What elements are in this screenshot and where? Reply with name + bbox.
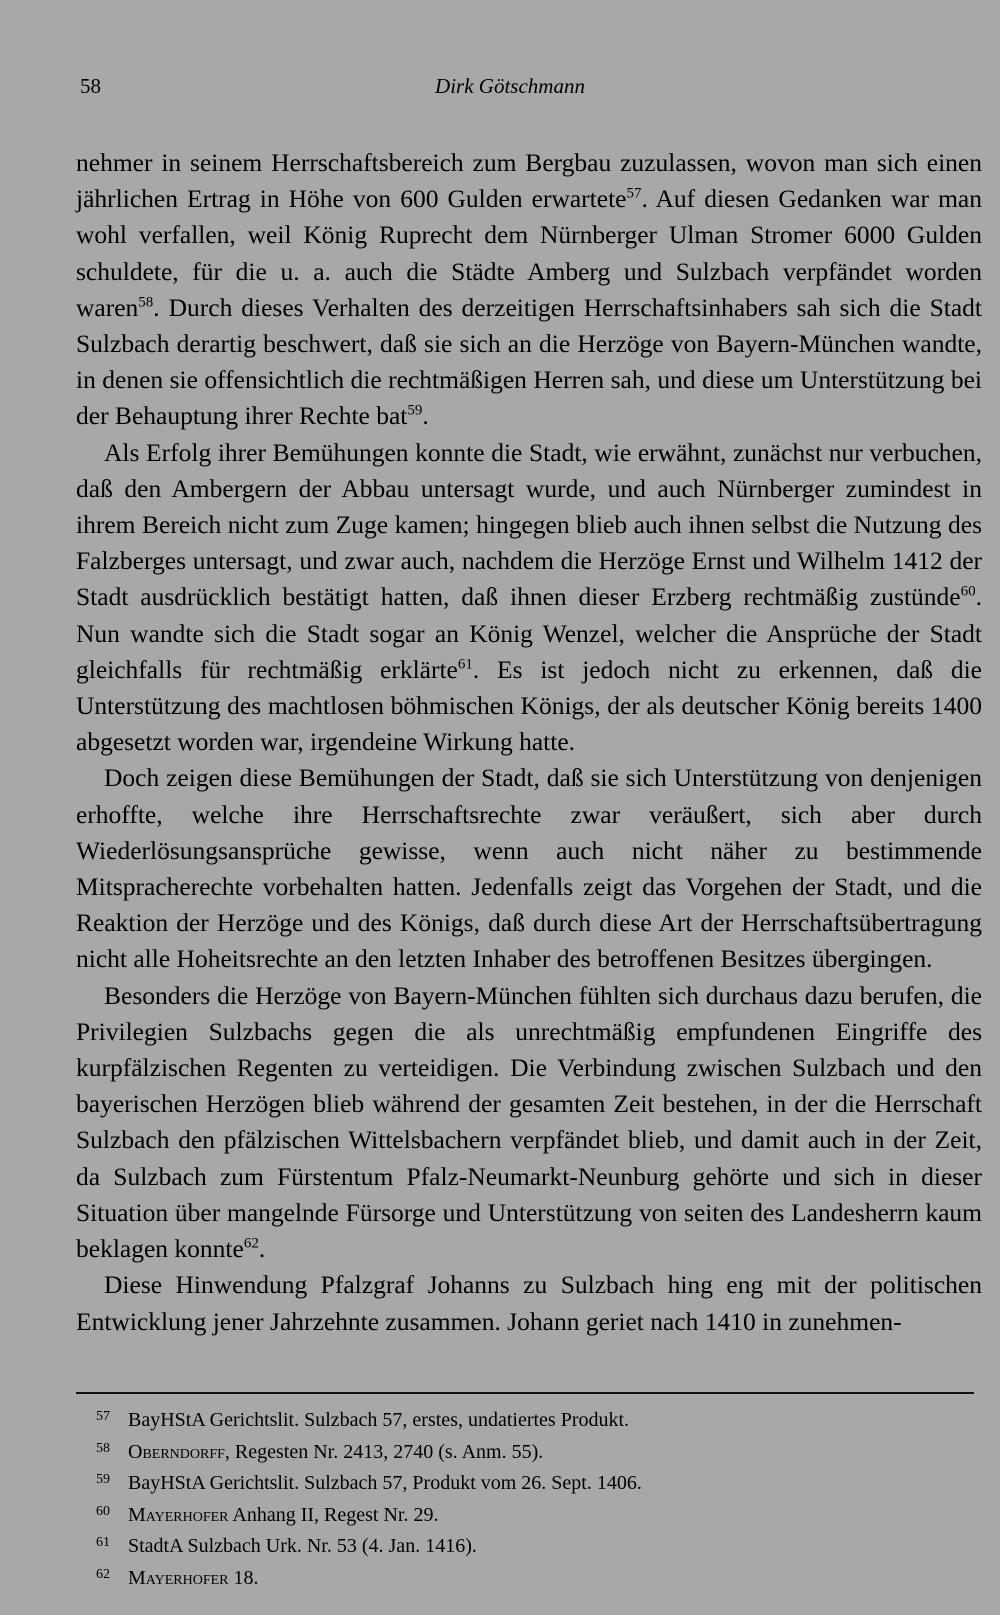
text-run: . Auf diesen Gedanken war man wohl verfallen, weil König Ruprecht dem Nürnberger Ulman Stromer 6000 Gulden schuldete, für die u. a. auch die Städte Amberg und Sulzbach verpfändet worden waren xyxy=(76,184,982,322)
footnote xyxy=(96,1564,956,1596)
text-run: nehmer in seinem Herrschaftsbereich zum Bergbau zuzulassen, wovon man sich einen jährlichen Ertrag in Höhe von 600 Gulden erwartete xyxy=(76,148,982,214)
footnote-ref: 59 xyxy=(407,402,423,419)
footnote-text xyxy=(128,1501,439,1530)
footnote-number: 58 xyxy=(96,1440,110,1456)
footnote-divider xyxy=(76,1392,974,1394)
footnote-text xyxy=(128,1469,642,1498)
footnotes xyxy=(96,1406,956,1596)
footnote-number: 62 xyxy=(96,1566,110,1582)
footnote-number: 61 xyxy=(96,1535,110,1551)
text-run: . Nun wandte sich die Stadt sogar an König Wenzel, welcher die Ansprüche der Stadt gleichfalls für rechtmäßig erklärte xyxy=(76,582,982,684)
text-run: . xyxy=(258,1234,266,1264)
text-run: . Es ist jedoch nicht zu erkennen, daß die Unterstützung des machtlosen böhmischen Königs, der als deutscher König bereits 1400 abgesetzt worden war, irgendeine Wirkung hatte. xyxy=(76,654,982,757)
paragraph xyxy=(76,1267,982,1339)
footnote-ref: 62 xyxy=(243,1235,259,1252)
footnote xyxy=(96,1532,956,1564)
footnote xyxy=(96,1501,956,1533)
page-header xyxy=(80,74,940,106)
text-run: BayHStA Gerichtslit. Sulzbach 57, erstes, undatiertes Produkt. xyxy=(128,1409,630,1431)
paragraph xyxy=(76,435,982,761)
footnote-text xyxy=(128,1532,477,1561)
footnote-ref: 60 xyxy=(960,583,976,600)
footnote-ref: 61 xyxy=(457,656,473,673)
footnote-text xyxy=(128,1406,629,1435)
text-run: . xyxy=(422,401,429,431)
body-text xyxy=(76,145,982,1340)
text-run: . Durch dieses Verhalten des derzeitigen Herrschaftsinhabers sah sich die Stadt Sulzbach derartig beschwert, daß sie sich an die Herzöge von Bayern-München wandte, in denen sie offensichtlich die rechtmäßigen Herren sah, und diese um Unterstützung bei der Behauptung ihrer Rechte bat xyxy=(76,292,982,431)
author-name: Oberndorff xyxy=(128,1440,225,1463)
text-run: BayHStA Gerichtslit. Sulzbach 57, Produkt vom 26. Sept. 1406. xyxy=(128,1472,642,1495)
text-run: Anhang II, Regest Nr. 29. xyxy=(228,1503,439,1526)
footnote xyxy=(96,1438,956,1470)
running-head: Dirk Götschmann xyxy=(435,74,585,98)
page-number: 58 xyxy=(80,74,101,98)
author-name: Mayerhofer xyxy=(128,1566,229,1589)
footnote-text xyxy=(128,1564,259,1593)
footnote-ref: 58 xyxy=(138,294,154,311)
text-run: , Regesten Nr. 2413, 2740 (s. Anm. 55). xyxy=(224,1440,544,1463)
footnote xyxy=(96,1406,956,1438)
text-run: 18. xyxy=(228,1566,259,1589)
footnote-number: 59 xyxy=(96,1472,110,1488)
text-run: Als Erfolg ihrer Bemühungen konnte die Stadt, wie erwähnt, zunächst nur verbuchen, daß den Ambergern der Abbau untersagt wurde, und auch Nürnberger zumindest in ihrem Bereich nicht zum Zuge kamen; hingegen blieb auch ihnen selbst die Nutzung des Falzberges untersagt, und zwar auch, nachdem die Herzöge Ernst und Wilhelm 1412 der Stadt ausdrücklich bestätigt hatten, daß ihnen dieser Erzberg rechtmäßig zustünde xyxy=(76,437,982,612)
paragraph xyxy=(76,760,982,977)
text-run: Doch zeigen diese Bemühungen der Stadt, daß sie sich Unterstützung von denjenigen erhoffte, welche ihre Herrschaftsrechte zwar veräußert, sich aber durch Wiederlösungsansprüche gewisse, wenn auch nicht näher zu bestimmende Mitspracherechte vorbehalten hatten. Jedenfalls zeigt das Vorgehen der Stadt, und die Reaktion der Herzöge und des Königs, daß durch diese Art der Herrschaftsübertragung nicht alle Hoheitsrechte an den letzten Inhaber des betroffenen Besitzes übergingen. xyxy=(76,763,982,974)
author-name: Mayerhofer xyxy=(128,1503,229,1526)
footnote xyxy=(96,1469,956,1501)
footnote-ref: 57 xyxy=(626,185,642,202)
text-run: Besonders die Herzöge von Bayern-München fühlten sich durchaus dazu berufen, die Privilegien Sulzbachs gegen die als unrechtmäßig empfundenen Eingriffe des kurpfälzischen Regenten zu verteidigen. Die Verbindung zwischen Sulzbach und den bayerischen Herzögen blieb während der gesamten Zeit bestehen, in der die Herrschaft Sulzbach den pfälzischen Wittelsbachern verpfändet blieb, und damit auch in der Zeit, da Sulzbach zum Fürstentum Pfalz-Neumarkt-Neunburg gehörte und sich in dieser Situation über mangelnde Fürsorge und Unterstützung von seiten des Landesherrn kaum beklagen konnte xyxy=(76,980,982,1264)
text-run: StadtA Sulzbach Urk. Nr. 53 (4. Jan. 1416). xyxy=(128,1535,477,1558)
paragraph xyxy=(76,978,982,1268)
footnote-text xyxy=(128,1438,543,1467)
footnote-number: 57 xyxy=(96,1409,110,1424)
footnote-number: 60 xyxy=(96,1503,110,1519)
paragraph xyxy=(76,145,982,435)
text-run: Diese Hinwendung Pfalzgraf Johanns zu Sulzbach hing eng mit der politischen Entwicklung jener Jahrzehnte zusammen. Johann geriet nach 1410 in zunehmen- xyxy=(76,1270,982,1336)
